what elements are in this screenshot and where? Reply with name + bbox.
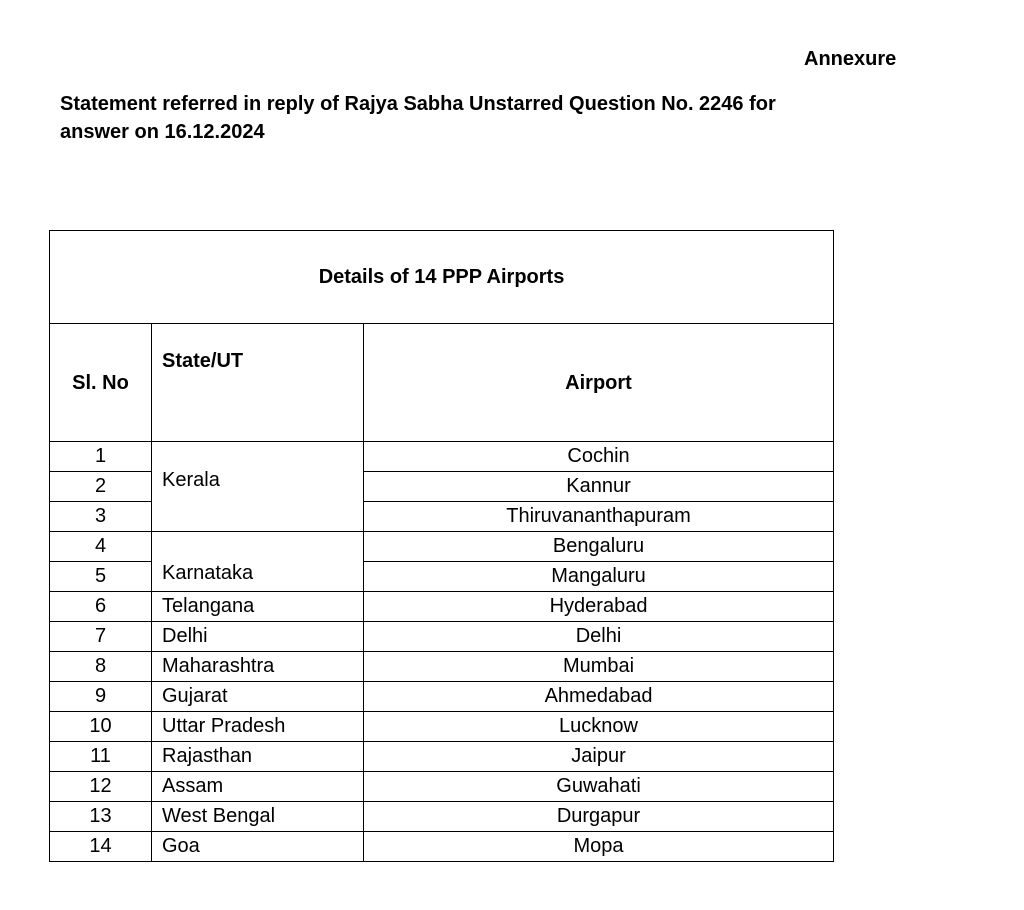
state-cell: Kerala [152,442,364,532]
state-cell: Goa [152,832,364,862]
sl-no-cell: 10 [50,712,152,742]
column-header-state: State/UT [152,324,364,442]
sl-no-cell: 6 [50,592,152,622]
table-row [50,712,834,742]
table-header-row [50,324,834,442]
table-row [50,442,834,472]
airport-cell: Delhi [364,622,834,652]
airport-cell: Lucknow [364,712,834,742]
airport-cell: Hyderabad [364,592,834,622]
table-title-row [50,231,834,324]
airport-cell: Thiruvananthapuram [364,502,834,532]
table-row [50,592,834,622]
table-row [50,682,834,712]
airport-cell: Cochin [364,442,834,472]
state-cell: Uttar Pradesh [152,712,364,742]
sl-no-cell: 5 [50,562,152,592]
table-row [50,652,834,682]
statement-line-1: Statement referred in reply of Rajya Sabha Unstarred Question No. 2246 for [60,93,776,115]
statement-line-2: answer on 16.12.2024 [60,121,265,143]
airport-cell: Guwahati [364,772,834,802]
state-cell: Karnataka [152,532,364,592]
sl-no-cell: 7 [50,622,152,652]
state-cell: West Bengal [152,802,364,832]
column-header-sl-no: Sl. No [50,324,152,442]
sl-no-cell: 1 [50,442,152,472]
statement-heading [60,90,900,146]
sl-no-cell: 3 [50,502,152,532]
table-row [50,802,834,832]
sl-no-cell: 4 [50,532,152,562]
sl-no-cell: 12 [50,772,152,802]
table-row [50,532,834,562]
sl-no-cell: 14 [50,832,152,862]
table-row [50,772,834,802]
airport-cell: Bengaluru [364,532,834,562]
airport-cell: Ahmedabad [364,682,834,712]
sl-no-cell: 13 [50,802,152,832]
table-row [50,742,834,772]
sl-no-cell: 2 [50,472,152,502]
sl-no-cell: 9 [50,682,152,712]
state-cell: Delhi [152,622,364,652]
airport-cell: Durgapur [364,802,834,832]
state-cell: Assam [152,772,364,802]
state-cell: Rajasthan [152,742,364,772]
column-header-airport: Airport [364,324,834,442]
airport-cell: Mumbai [364,652,834,682]
airport-cell: Kannur [364,472,834,502]
state-cell: Gujarat [152,682,364,712]
state-cell: Telangana [152,592,364,622]
state-cell: Maharashtra [152,652,364,682]
table-title: Details of 14 PPP Airports [50,231,834,324]
sl-no-cell: 8 [50,652,152,682]
annexure-label: Annexure [804,48,897,70]
airport-cell: Mopa [364,832,834,862]
table-row [50,832,834,862]
airport-cell: Mangaluru [364,562,834,592]
airport-cell: Jaipur [364,742,834,772]
table-row [50,622,834,652]
sl-no-cell: 11 [50,742,152,772]
ppp-airports-table [49,230,834,862]
